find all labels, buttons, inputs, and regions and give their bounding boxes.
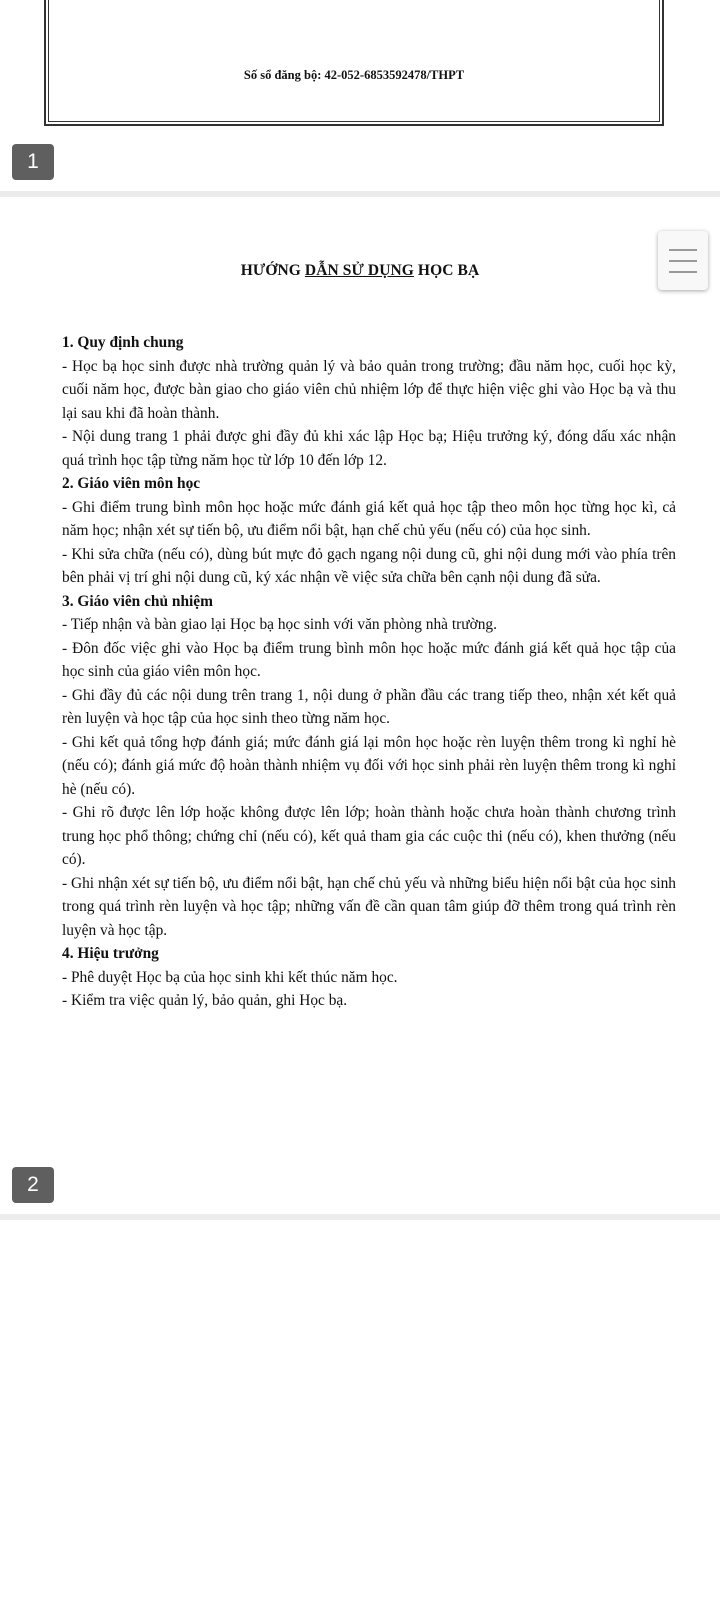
section-heading: 3. Giáo viên chủ nhiệm <box>62 592 213 610</box>
page-number-badge-2: 2 <box>12 1167 54 1203</box>
section-paragraph: - Ghi điểm trung bình môn học hoặc mức đánh giá kết quả học tập theo môn học từng học kì, cả năm học; nhận xét sự tiến bộ, ưu điểm nổi bật, hạn chế chủ yếu (nếu có) của học sinh. <box>62 498 676 539</box>
page-1-frame <box>44 0 664 126</box>
page-separator <box>0 191 720 197</box>
section-paragraph: - Nội dung trang 1 phải được ghi đầy đủ khi xác lập Học bạ; Hiệu trưởng ký, đóng dấu xác nhận quá trình học tập từng năm học từ lớp 10 đến lớp 12. <box>62 428 676 469</box>
title-part-1: HƯỚNG <box>240 262 305 279</box>
document-title <box>0 262 720 280</box>
document-body <box>62 331 676 1013</box>
section-paragraph: - Ghi kết quả tổng hợp đánh giá; mức đánh giá lại môn học hoặc rèn luyện thêm trong kì nghỉ hè (nếu có); đánh giá mức độ hoàn thành nhiệm vụ đối với học sinh phải rèn luyện thêm trong kì nghỉ hè (nếu có). <box>62 733 676 798</box>
section-paragraph: - Ghi nhận xét sự tiến bộ, ưu điểm nổi bật, hạn chế chủ yếu và những biểu hiện nổi bật của học sinh trong quá trình rèn luyện và học tập; những vấn đề cần quan tâm giúp đỡ thêm trong quá trình rèn luyện và học tập. <box>62 874 676 939</box>
section-paragraph: - Tiếp nhận và bàn giao lại Học bạ học sinh với văn phòng nhà trường. <box>62 616 497 633</box>
section-paragraph: - Đôn đốc việc ghi vào Học bạ điểm trung bình môn học hoặc mức đánh giá kết quả học tập của học sinh của giáo viên môn học. <box>62 639 676 680</box>
section-paragraph: - Học bạ học sinh được nhà trường quản lý và bảo quản trong trường; đầu năm học, cuối học kỳ, cuối năm học, được bàn giao cho giáo viên chủ nhiệm lớp để thực hiện việc ghi vào Học bạ và thu lại sau khi đã hoàn thành. <box>62 357 676 422</box>
section-paragraph: - Khi sửa chữa (nếu có), dùng bút mực đỏ gạch ngang nội dung cũ, ghi nội dung mới vào phía trên bên phải vị trí ghi nội dung cũ, ký xác nhận về việc sửa chữa bên cạnh nội dung đã sửa. <box>62 545 676 586</box>
section-paragraph: - Kiểm tra việc quản lý, bảo quản, ghi Học bạ. <box>62 992 348 1009</box>
section-paragraph: - Ghi đầy đủ các nội dung trên trang 1, nội dung ở phần đầu các trang tiếp theo, nhận xét kết quả rèn luyện và học tập của học sinh theo từng năm học. <box>62 686 676 727</box>
section-heading: 4. Hiệu trưởng <box>62 945 159 962</box>
registration-number: Số sổ đăng bộ: 42-052-6853592478/THPT <box>243 68 465 82</box>
section-paragraph: - Ghi rõ được lên lớp hoặc không được lên lớp; hoàn thành hoặc chưa hoàn thành chương trình trung học phổ thông; chứng chỉ (nếu có), kết quả tham gia các cuộc thi (nếu có), khen thưởng (nếu có). <box>62 804 676 868</box>
page-separator <box>0 1214 720 1220</box>
title-part-3: HỌC BẠ <box>413 262 480 279</box>
menu-button[interactable] <box>658 231 708 290</box>
hamburger-menu-icon <box>669 249 697 251</box>
title-part-2: DẪN SỬ DỤNG <box>304 262 414 279</box>
page-number-badge-1: 1 <box>12 144 54 180</box>
section-paragraph: - Phê duyệt Học bạ của học sinh khi kết thúc năm học. <box>62 968 398 986</box>
section-heading: 2. Giáo viên môn học <box>62 475 201 492</box>
section-heading: 1. Quy định chung <box>62 334 184 351</box>
